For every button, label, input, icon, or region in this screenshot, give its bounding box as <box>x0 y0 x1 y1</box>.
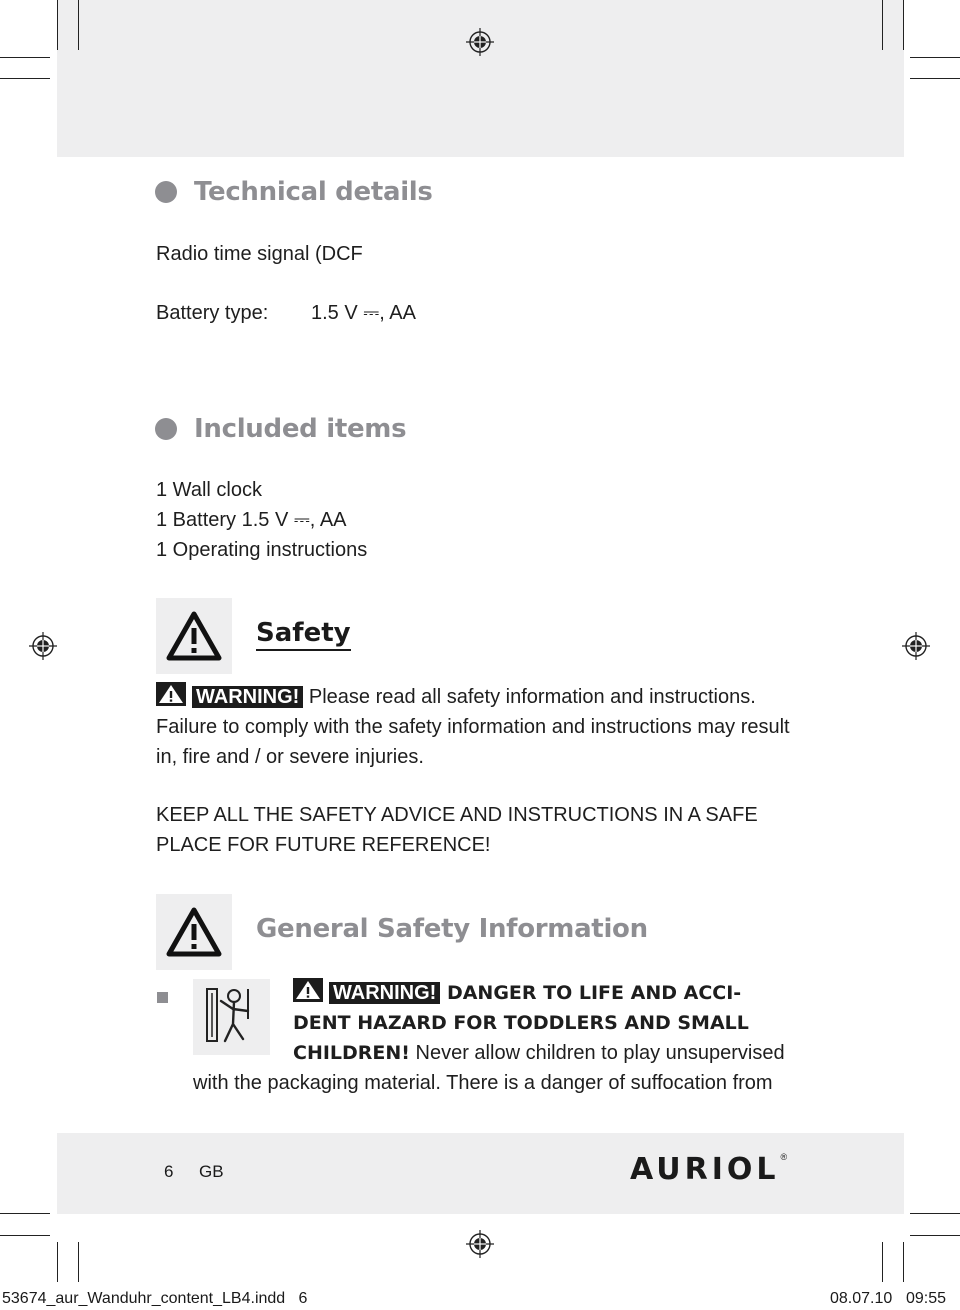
section-title: Technical details <box>194 177 433 207</box>
safety-line-1: WARNING! Please read all safety information and instructions. <box>156 682 856 712</box>
technical-details-heading <box>155 177 433 207</box>
page-number: 6 <box>164 1162 174 1181</box>
warning-label: WARNING! <box>192 686 303 708</box>
crop-mark <box>0 78 50 79</box>
general-warning-paragraph <box>293 978 853 1068</box>
crop-mark <box>0 1213 50 1214</box>
list-item: 1 Operating instructions <box>156 539 368 561</box>
warning-triangle-icon <box>165 610 223 662</box>
crop-mark <box>910 78 960 79</box>
crop-mark <box>903 1242 904 1282</box>
list-item: 1 Wall clock <box>156 479 262 501</box>
crop-mark <box>0 1235 50 1236</box>
radio-signal-line: Radio time signal (DCF <box>156 243 363 265</box>
language-code: GB <box>199 1162 224 1181</box>
crop-mark <box>882 1242 883 1282</box>
danger-line-1: WARNING! DANGER TO LIFE AND ACCI- <box>293 978 853 1008</box>
section-title: Included items <box>194 414 407 444</box>
child-hazard-icon <box>193 979 270 1055</box>
crop-mark <box>57 1242 58 1282</box>
warning-triangle-icon <box>293 978 323 1002</box>
warning-label: WARNING! <box>329 982 440 1004</box>
crop-mark <box>882 0 883 50</box>
battery-type-value: 1.5 V ⎓, AA <box>311 302 416 324</box>
crop-mark <box>910 1213 960 1214</box>
section-bullet-icon <box>155 418 177 440</box>
battery-type-label: Battery type: <box>156 302 269 324</box>
slug-filename: 53674_aur_Wanduhr_content_LB4.indd 6 <box>2 1290 308 1307</box>
header-band <box>57 0 904 157</box>
warning-triangle-icon <box>165 906 223 958</box>
square-bullet-icon <box>157 992 168 1003</box>
crop-mark <box>910 1235 960 1236</box>
list-item: 1 Battery 1.5 V ⎓, AA <box>156 509 347 531</box>
safety-title: Safety <box>256 618 351 648</box>
general-safety-title: General Safety Information <box>256 914 648 944</box>
crop-mark <box>0 57 50 58</box>
crop-mark <box>910 57 960 58</box>
crop-mark <box>78 0 79 50</box>
packaging-line: with the packaging material. There is a danger of suffocation from <box>193 1072 773 1094</box>
slug-date: 08.07.10 <box>830 1290 893 1307</box>
safety-line-3: in, fire and / or severe injuries. <box>156 746 424 768</box>
safety-paragraph <box>156 682 856 772</box>
registration-mark-icon <box>466 1230 494 1258</box>
battery-type-row <box>156 298 556 328</box>
registration-mark-icon <box>29 632 57 660</box>
included-items-heading <box>155 414 406 444</box>
keep-advice: KEEP ALL THE SAFETY ADVICE AND INSTRUCTIONS IN A SAFE PLACE FOR FUTURE REFERENCE! <box>156 804 758 856</box>
included-items-list <box>156 475 367 565</box>
slug-time: 09:55 <box>906 1290 947 1307</box>
registration-mark-icon <box>902 632 930 660</box>
safety-line-2: Failure to comply with the safety information and instructions may result <box>156 716 790 738</box>
crop-mark <box>78 1242 79 1282</box>
danger-line-3: CHILDREN! Never allow children to play unsupervised <box>293 1042 785 1064</box>
warning-triangle-icon <box>156 682 186 706</box>
brand-logo: AURIOL ® <box>630 1152 788 1187</box>
general-warning-box <box>156 894 232 970</box>
crop-mark <box>903 0 904 50</box>
safety-warning-box <box>156 598 232 674</box>
section-bullet-icon <box>155 181 177 203</box>
registration-mark-icon <box>466 28 494 56</box>
danger-line-2: DENT HAZARD FOR TODDLERS AND SMALL <box>293 1012 749 1034</box>
crop-mark <box>57 0 58 50</box>
